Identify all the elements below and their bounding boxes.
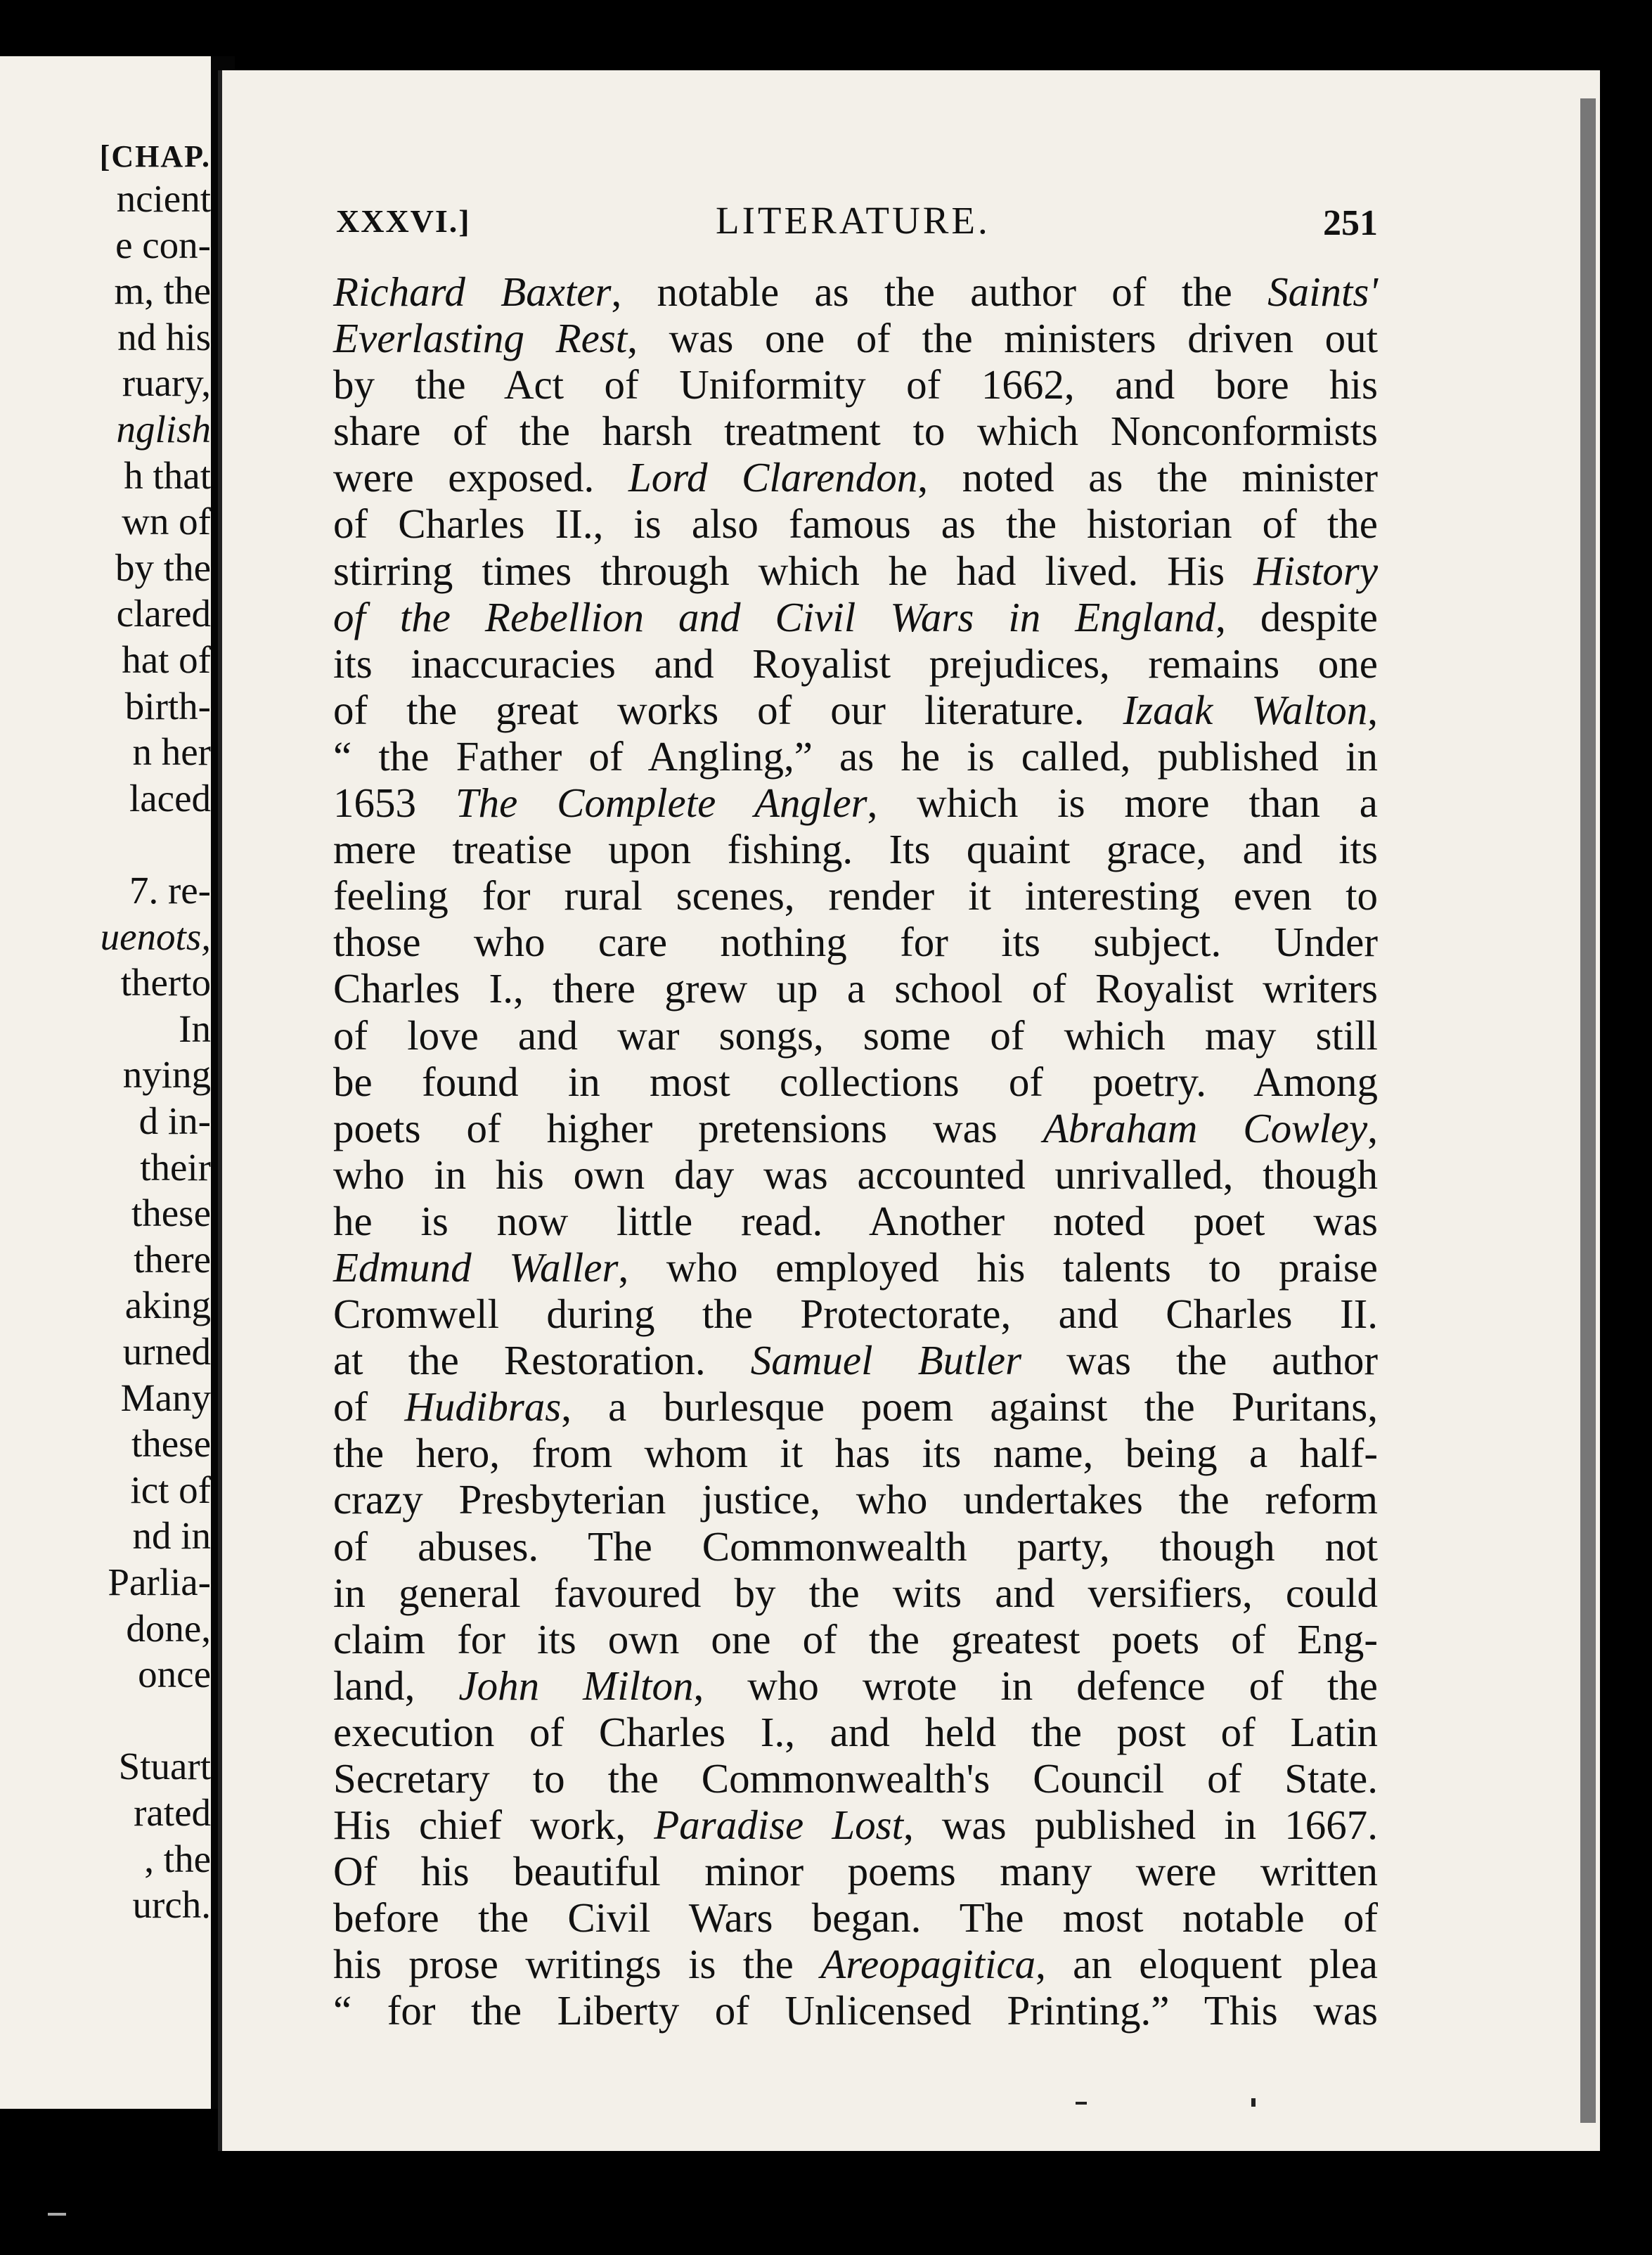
- previous-page-line: , the: [144, 1837, 211, 1880]
- previous-page-line: clared: [116, 592, 211, 635]
- previous-page-line: nying: [122, 1053, 211, 1097]
- text-line: [333, 1755, 1378, 1802]
- text-line: [333, 408, 1378, 454]
- previous-page-line: Many: [120, 1376, 211, 1419]
- text-run: Secretary to the Commonwealth's Council of State.: [333, 1755, 1378, 1802]
- text-line: [333, 1523, 1378, 1570]
- text-line: [333, 454, 1378, 500]
- text-line: [333, 1987, 1378, 2034]
- text-line: [333, 1802, 1378, 1848]
- previous-page-line: n her: [132, 730, 211, 774]
- italic-title-run: Samuel Butler: [750, 1337, 1022, 1384]
- previous-page-line: ict of: [130, 1468, 211, 1511]
- text-run: Cromwell during the Protectorate, and Charles II.: [333, 1291, 1378, 1338]
- previous-page-line: laced: [129, 776, 211, 820]
- previous-page-line: urned: [122, 1330, 211, 1373]
- page-edge-shadow: [1580, 98, 1596, 2123]
- text-line: [333, 1941, 1378, 1987]
- text-line: [333, 1709, 1378, 1755]
- text-run: , noted as the minister: [917, 454, 1378, 501]
- text-run: at the Restoration.: [333, 1337, 751, 1384]
- text-run: 1653: [333, 780, 456, 827]
- text-line: [333, 1570, 1378, 1616]
- text-run: , who wrote in defence of the: [693, 1662, 1378, 1709]
- text-line: [333, 1337, 1378, 1383]
- text-run: , which is more than a: [867, 780, 1378, 827]
- previous-page-line: these: [131, 1191, 211, 1235]
- text-run: of abuses. The Commonwealth party, though not: [333, 1523, 1378, 1570]
- text-run: of love and war songs, some of which may still: [333, 1012, 1378, 1059]
- italic-title-run: Areopagitica: [820, 1941, 1036, 1988]
- text-run: feeling for rural scenes, render it interesting even to: [333, 872, 1378, 919]
- text-line: [333, 780, 1378, 826]
- text-line: [333, 500, 1378, 547]
- previous-page-text: [0, 56, 211, 2109]
- text-run: , an eloquent plea: [1035, 1941, 1378, 1988]
- italic-title-run: Abraham Cowley: [1043, 1104, 1368, 1151]
- text-line: [333, 548, 1378, 594]
- italic-title-run: Richard Baxter: [333, 269, 612, 315]
- previous-page-line: urch.: [132, 1883, 211, 1927]
- italic-title-run: Lord Clarendon: [628, 454, 918, 501]
- text-run: of Charles II., is also famous as the historian of the: [333, 500, 1378, 548]
- text-run: Charles I., there grew up a school of Royalist writers: [333, 965, 1378, 1012]
- italic-title-run: John Milton: [458, 1662, 694, 1709]
- scan-speck: [48, 2213, 66, 2216]
- text-line: [333, 1059, 1378, 1105]
- text-run: of: [333, 1383, 405, 1430]
- previous-page-line: nglish: [116, 408, 211, 451]
- text-run: His chief work,: [333, 1802, 654, 1849]
- page-number: 251: [1323, 203, 1378, 243]
- body-paragraph: [333, 269, 1378, 2034]
- previous-page-line: m, the: [114, 269, 211, 313]
- previous-page-line: In: [179, 1007, 211, 1050]
- text-run: was the author: [1021, 1337, 1378, 1384]
- previous-page-line: done,: [126, 1606, 211, 1650]
- italic-title-run: Edmund Waller: [333, 1243, 619, 1291]
- italic-title-run: Paradise Lost: [654, 1802, 903, 1849]
- scan-speck: [1076, 2102, 1087, 2105]
- text-run: execution of Charles I., and held the post of Latin: [333, 1708, 1378, 1755]
- italic-title-run: Saints': [1267, 269, 1378, 315]
- italic-title-run: Izaak Walton: [1123, 686, 1368, 733]
- previous-page-line: d in-: [138, 1099, 211, 1142]
- text-line: [333, 1291, 1378, 1337]
- text-line: [333, 361, 1378, 408]
- previous-page-line: nd in: [132, 1514, 211, 1558]
- text-run: were exposed.: [333, 454, 628, 501]
- text-line: [333, 1848, 1378, 1894]
- text-line: [333, 1383, 1378, 1430]
- text-run: his prose writings is the: [333, 1941, 821, 1988]
- text-run: , a burlesque poem against the Puritans,: [561, 1383, 1378, 1430]
- previous-page-line: Parlia-: [108, 1561, 211, 1603]
- text-run: “ the Father of Angling,” as he is called, published in: [333, 732, 1378, 780]
- text-line: [333, 919, 1378, 965]
- text-run: “ for the Liberty of Unlicensed Printing.” This was: [333, 1987, 1378, 2034]
- previous-page-line: birth-: [124, 684, 211, 728]
- text-line: [333, 733, 1378, 780]
- text-run: ,: [1367, 686, 1378, 733]
- text-line: [333, 826, 1378, 872]
- text-run: , notable as the author of the: [611, 269, 1268, 315]
- text-line: [333, 1012, 1378, 1059]
- text-line: [333, 594, 1378, 640]
- previous-page-line: these: [131, 1422, 211, 1466]
- text-run: who in his own day was accounted unrivalled, though: [333, 1151, 1378, 1198]
- text-run: share of the harsh treatment to which Nonconformists: [333, 408, 1378, 455]
- text-line: [333, 269, 1378, 315]
- previous-page-line: aking: [124, 1284, 211, 1327]
- italic-title-run: The Complete Angler: [455, 780, 867, 827]
- previous-page-line: therto: [120, 961, 211, 1004]
- previous-page-line: uenots,: [100, 915, 211, 958]
- previous-page-line: e con-: [115, 223, 211, 266]
- chapter-number: XXXVI.]: [336, 203, 471, 239]
- previous-page-line: rated: [134, 1791, 211, 1834]
- previous-page-line: 7. re-: [129, 869, 211, 912]
- text-run: of the great works of our literature.: [333, 686, 1123, 733]
- text-run: its inaccuracies and Royalist prejudices, remains one: [333, 640, 1378, 687]
- previous-page-line: [CHAP.: [99, 139, 211, 174]
- text-line: [333, 1662, 1378, 1709]
- previous-page-fragment: [0, 56, 211, 2109]
- text-line: [333, 1476, 1378, 1523]
- text-run: those who care nothing for its subject. Under: [333, 919, 1378, 966]
- text-run: claim for its own one of the greatest poets of Eng-: [333, 1615, 1378, 1662]
- text-line: [333, 1430, 1378, 1476]
- text-run: stirring times through which he had lived. His: [333, 547, 1253, 594]
- previous-page-line: Stuart: [118, 1745, 211, 1788]
- text-run: mere treatise upon fishing. Its quaint grace, and its: [333, 826, 1378, 873]
- scan-speck: [1251, 2098, 1256, 2107]
- text-line: [333, 965, 1378, 1012]
- text-run: , was published in 1667.: [903, 1802, 1378, 1849]
- running-header: [336, 199, 1378, 252]
- previous-page-line: nd his: [117, 315, 211, 358]
- text-run: before the Civil Wars began. The most notable of: [333, 1894, 1378, 1941]
- text-line: [333, 640, 1378, 687]
- previous-page-line: there: [134, 1237, 211, 1281]
- text-run: , was one of the ministers driven out: [627, 315, 1378, 362]
- text-run: he is now little read. Another noted poet was: [333, 1197, 1378, 1244]
- text-line: [333, 315, 1378, 361]
- previous-page-line: ruary,: [122, 361, 211, 405]
- text-run: be found in most collections of poetry. Among: [333, 1058, 1378, 1105]
- text-run: , who employed his talents to praise: [618, 1243, 1378, 1291]
- running-title: LITERATURE.: [716, 199, 990, 242]
- text-line: [333, 1151, 1378, 1198]
- previous-page-line: by the: [115, 545, 211, 589]
- text-run: crazy Presbyterian justice, who undertakes the reform: [333, 1476, 1378, 1523]
- text-run: poets of higher pretensions was: [333, 1104, 1043, 1151]
- text-line: [333, 872, 1378, 919]
- text-run: ,: [1367, 1104, 1378, 1151]
- previous-page-line: ncient: [116, 177, 211, 220]
- previous-page-line: hat of: [122, 638, 211, 681]
- text-line: [333, 1244, 1378, 1291]
- previous-page-line: their: [140, 1145, 211, 1189]
- italic-title-run: Everlasting Rest: [333, 315, 628, 362]
- previous-page-line: wn of: [122, 500, 211, 543]
- italic-title-run: Hudibras: [404, 1383, 562, 1430]
- text-line: [333, 1105, 1378, 1151]
- italic-title-run: History: [1253, 547, 1378, 594]
- text-run: in general favoured by the wits and versifiers, could: [333, 1569, 1378, 1616]
- text-run: , despite: [1215, 593, 1378, 640]
- text-line: [333, 1894, 1378, 1941]
- text-run: land,: [333, 1662, 459, 1709]
- text-line: [333, 1198, 1378, 1244]
- text-run: the hero, from whom it has its name, being a half-: [333, 1430, 1378, 1477]
- text-line: [333, 1616, 1378, 1662]
- text-line: [333, 687, 1378, 733]
- italic-title-run: of the Rebellion and Civil Wars in England: [333, 593, 1216, 640]
- previous-page-line: once: [138, 1653, 211, 1696]
- text-run: by the Act of Uniformity of 1662, and bore his: [333, 361, 1378, 408]
- text-run: Of his beautiful minor poems many were written: [333, 1848, 1378, 1895]
- previous-page-line: h that: [124, 453, 211, 497]
